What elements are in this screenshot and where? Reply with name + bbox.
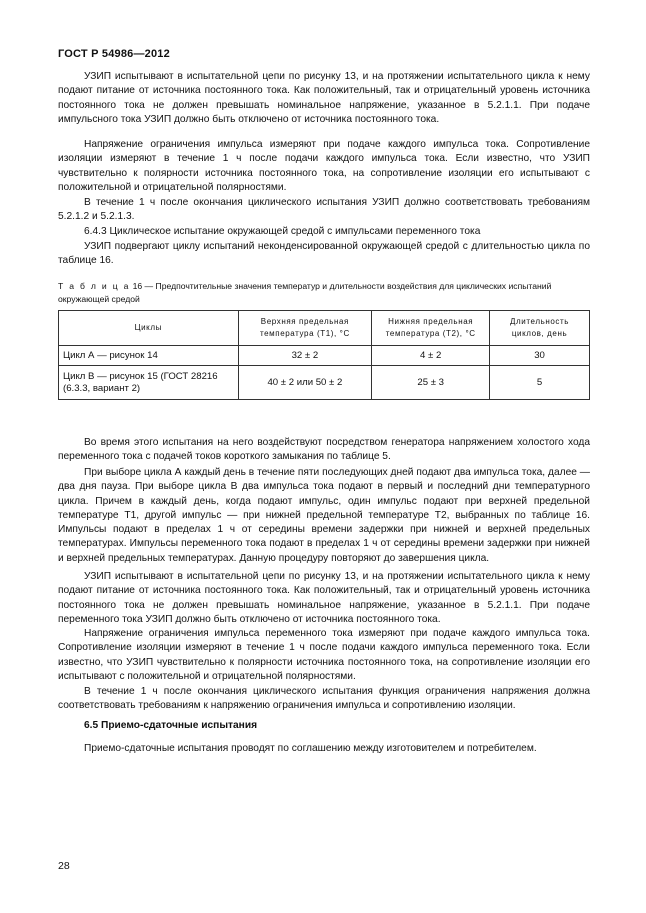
section-6-5-text: Приемо-сдаточные испытания проводят по соглашению между изготовителем и потребителем.	[84, 743, 537, 754]
table-cell: Цикл В — рисунок 15 (ГОСТ 28216 (6.3.3, вариант 2)	[59, 366, 239, 400]
paragraph-dc-test: УЗИП испытывают в испытательной цепи по рисунку 13, и на протяжении испытательного цикла к нему подают питание от источника постоянного тока. Как положительный, так и отрицательный уровень источника постоянного тока не должен превышать номинальное напряжение, указанное в 5.2.1.1. При подаче импульсного тока УЗИП должно быть отключено от источника постоянного тока.	[58, 71, 590, 125]
paragraph-cycle: УЗИП подвергают циклу испытаний неконденсированной окружающей средой с длительностью цикла по таблице 16.	[58, 241, 590, 267]
table-header-duration: Длительность циклов, день	[490, 311, 590, 346]
table-cell: 4 ± 2	[372, 346, 490, 366]
section-6-5-heading: 6.5 Приемо-сдаточные испытания	[84, 720, 258, 731]
paragraph-after-test: В течение 1 ч после окончания циклического испытания УЗИП должно соответствовать требованиям 5.2.1.2 и 5.2.1.3.	[58, 197, 590, 223]
table-cell: 32 ± 2	[238, 346, 372, 366]
table-caption-label: Т а б л и ц а	[58, 281, 131, 291]
table-header-upper-temp: Верхняя предельная температура (T1), °С	[238, 311, 372, 346]
table-header-row	[59, 311, 590, 346]
paragraph-cycle-selection: При выборе цикла А каждый день в течение пяти последующих дней подают два импульса тока, далее — два дня пауза. При выборе цикла В два импульса тока подают в первый и последний дни температурного цикла. Причем в каждый день, когда подают импульс, один импульс подают при верхней предельной температуре Т1, другой импульс — при нижней предельной температуре Т2, выбранных по таблице 16. Импульсы подают в пределах 1 ч от середины времени задержки при нижней и верхней предельных температурах. Импульсы переменного тока подают в пределах 1 ч от середины времени задержки при нижней и верхней предельных температурах. Данную процедуру повторяют до завершения цикла.	[58, 467, 590, 564]
table-caption	[58, 280, 590, 305]
table-row	[59, 366, 590, 400]
table-header-cycles: Циклы	[59, 311, 239, 346]
table-cell: 40 ± 2 или 50 ± 2	[238, 366, 372, 400]
table-16	[58, 310, 590, 400]
document-header: ГОСТ Р 54986—2012	[58, 48, 170, 60]
table-header-lower-temp: Нижняя предельная температура (T2), °С	[372, 311, 490, 346]
paragraph-dc-test-ac: УЗИП испытывают в испытательной цепи по рисунку 13, и на протяжении испытательного цикла к нему подают питание от источника постоянного тока. Как положительный, так и отрицательный уровень источника постоянного тока не должен превышать номинальное напряжение, указанное в 5.2.1.1. При подаче переменного тока УЗИП должно быть отключено от источника постоянного тока.	[58, 571, 590, 625]
table-cell: 5	[490, 366, 590, 400]
paragraph-limit-voltage-ac: Напряжение ограничения импульса переменного тока измеряют при подаче каждого импульса тока. Сопротивление изоляции измеряют в течение 1 ч после подачи каждого импульса переменного тока. Если известно, что УЗИП чувствительно к полярности источника постоянного тока, на сопротивление изоляции его испытывают с положительной и отрицательной полярностями.	[58, 628, 590, 682]
table-cell: 30	[490, 346, 590, 366]
paragraph-after-test-ac: В течение 1 ч после окончания циклического испытания функция ограничения напряжения должна соответствовать требованиям к напряжению ограничения импульса и сопротивлению изоляции.	[58, 686, 590, 712]
table-row	[59, 346, 590, 366]
paragraph-generator: Во время этого испытания на него воздействуют посредством генератора напряжением холостого хода переменного тока с подачей токов короткого замыкания по таблице 5.	[58, 437, 590, 463]
table-cell: 25 ± 3	[372, 366, 490, 400]
table-cell: Цикл А — рисунок 14	[59, 346, 239, 366]
table-caption-text: 16 — Предпочтительные значения температур и длительности воздействия для циклических испытаний окружающей средой	[58, 281, 552, 304]
page-number: 28	[58, 860, 70, 872]
paragraph-limit-voltage: Напряжение ограничения импульса измеряют при подаче каждого импульса тока. Сопротивление изоляции измеряют в течение 1 ч после подачи каждого импульса тока. Если известно, что УЗИП чувствительно к полярности источника постоянного тока, на сопротивление изоляции его испытывают с положительной и отрицательной полярностями.	[58, 139, 590, 193]
subsection-6-4-3: 6.4.3 Циклическое испытание окружающей средой с импульсами переменного тока	[84, 226, 481, 237]
